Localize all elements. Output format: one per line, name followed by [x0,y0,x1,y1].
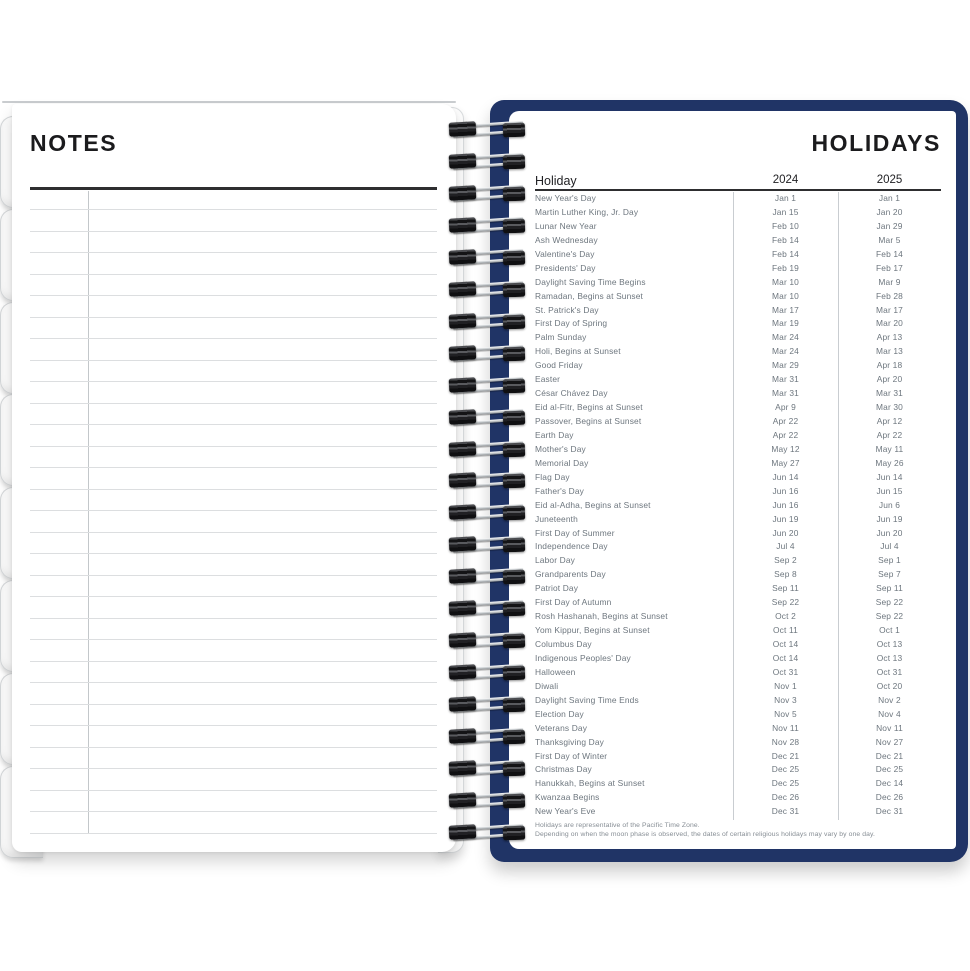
date-2024-cell: Oct 14 [772,652,799,663]
date-2025-cell: Dec 25 [875,764,904,775]
date-2024-cell: Jun 16 [772,485,799,496]
ruled-line [30,381,437,382]
date-2024-cell: Nov 28 [771,736,800,747]
holiday-row [535,540,941,554]
holiday-name-cell: Juneteenth [535,513,578,524]
ruled-line [30,467,437,468]
wire-coil [446,726,532,748]
holiday-row [535,763,941,777]
holiday-row [535,750,941,764]
ruled-line [30,360,437,361]
holiday-name-cell: Daylight Saving Time Begins [535,276,646,287]
date-2025-cell: Apr 13 [876,332,903,343]
holiday-row [535,805,941,819]
date-2025-cell: Dec 21 [875,750,904,761]
coil-right-loop [503,378,525,393]
holiday-row [535,582,941,596]
holiday-row [535,791,941,805]
coil-left-loop [449,537,477,552]
date-2024-cell: Sep 11 [772,583,799,594]
ruled-line [30,639,437,640]
ruled-line [30,725,437,726]
date-2025-cell: Dec 26 [875,792,904,803]
ruled-line [30,768,437,769]
date-2025-cell: Jun 14 [876,471,903,482]
holiday-name-cell: Easter [535,374,561,385]
holiday-name-cell: New Year's Eve [535,806,596,817]
date-2025-cell: Oct 13 [876,639,903,649]
wire-coil [446,375,532,397]
coil-left-loop [449,153,477,168]
date-2024-cell: Apr 9 [775,402,796,413]
ruled-line [30,618,437,619]
date-2025-cell: Feb 14 [876,248,903,259]
date-2025-cell: Dec 14 [875,778,904,789]
holiday-row [535,331,941,345]
holiday-row [535,276,941,290]
coil-left-loop [449,505,477,520]
holiday-row [535,387,941,401]
date-2025-cell: Sep 7 [878,569,901,580]
wire-coil [446,502,532,524]
holiday-row [535,317,941,331]
date-2025-cell: Jul 4 [880,541,899,552]
coil-right-loop [503,218,525,233]
holiday-name-cell: Election Day [535,708,584,719]
date-2024-cell: Mar 29 [772,360,799,371]
ruled-line [30,295,437,296]
holiday-name-cell: Columbus Day [535,639,592,649]
coil-left-loop [449,601,477,616]
holiday-name-cell: First Day of Summer [535,527,615,538]
date-2024-cell: Jun 20 [772,527,799,538]
ruled-line [30,682,437,683]
date-2025-cell: Jan 29 [876,220,903,231]
holiday-row [535,220,941,234]
column-header-2024: 2024 [772,174,799,186]
wire-coil [446,630,532,652]
holiday-row [535,401,941,415]
date-2024-cell: Dec 21 [771,750,800,761]
coil-right-loop [503,410,525,425]
date-2024-cell: Nov 5 [774,708,797,719]
holiday-row [535,680,941,694]
wire-coil [446,598,532,620]
ruled-line [30,833,437,834]
date-2024-cell: May 27 [771,457,800,468]
holiday-name-cell: Thanksgiving Day [535,736,604,747]
coil-right-loop [503,346,525,361]
holiday-row [535,443,941,457]
wire-coil [446,822,532,844]
holiday-name-cell: Halloween [535,666,576,677]
date-2025-cell: Sep 22 [875,597,904,608]
wire-coil [446,247,532,269]
wire-coil [446,311,532,333]
coil-right-loop [503,826,525,841]
holiday-row [535,708,941,722]
coil-left-loop [449,792,477,807]
holiday-name-cell: Martin Luther King, Jr. Day [535,206,639,217]
holiday-name-cell: Kwanzaa Begins [535,792,600,803]
ruled-line [30,338,437,339]
coil-left-loop [449,632,477,647]
date-2024-cell: Dec 26 [771,792,800,803]
date-2025-cell: Nov 2 [878,694,901,705]
date-2024-cell: May 12 [771,443,800,454]
holiday-name-cell: Ramadan, Begins at Sunset [535,290,644,301]
ruled-line [30,403,437,404]
footnote-moon-phase: Depending on when the moon phase is observed, the dates of certain religious holidays may vary by one day. [535,831,875,839]
holidays-page-title: HOLIDAYS [811,130,941,156]
coil-right-loop [503,155,525,170]
holidays-rows [535,192,941,819]
date-2025-cell: Feb 28 [876,290,903,301]
holiday-name-cell: Patriot Day [535,583,579,594]
holiday-row [535,192,941,206]
date-2025-cell: Apr 12 [876,416,903,426]
holiday-name-cell: Hanukkah, Begins at Sunset [535,778,645,789]
holiday-row [535,471,941,485]
holiday-row [535,638,941,652]
ruled-line [30,790,437,791]
date-2025-cell: Apr 20 [876,374,903,385]
coil-left-loop [449,696,477,711]
date-2025-cell: Sep 11 [876,583,903,594]
date-2024-cell: Mar 19 [772,318,799,329]
date-2024-cell: Jan 1 [774,193,797,203]
holiday-row [535,499,941,513]
holiday-name-cell: Christmas Day [535,764,592,775]
holiday-name-cell: Presidents' Day [535,262,596,273]
holiday-name-cell: Valentine's Day [535,248,595,259]
holiday-name-cell: Good Friday [535,360,583,371]
holiday-name-cell: Rosh Hashanah, Begins at Sunset [535,611,668,622]
date-2024-cell: Dec 25 [771,764,800,775]
coil-left-loop [449,473,477,488]
holiday-name-cell: Diwali [535,680,559,691]
date-2025-cell: Mar 9 [878,276,901,287]
coil-right-loop [503,474,525,489]
holiday-row [535,206,941,220]
date-2024-cell: Mar 17 [772,304,799,315]
date-2024-cell: Apr 22 [772,429,799,440]
ruled-line [30,747,437,748]
date-2025-cell: Dec 31 [875,806,904,817]
wire-coil [446,343,532,365]
table-header-rule [535,189,941,191]
ruled-line [30,811,437,812]
date-2024-cell: Dec 31 [771,806,800,817]
holiday-row [535,652,941,666]
date-2024-cell: Mar 10 [772,276,799,287]
date-2024-cell: Oct 31 [772,666,799,677]
holiday-name-cell: Eid al-Fitr, Begins at Sunset [535,402,643,413]
holiday-name-cell: Flag Day [535,471,570,482]
holiday-row [535,429,941,443]
ruled-line [30,661,437,662]
wire-coil [446,534,532,556]
ruled-line [30,596,437,597]
date-2024-cell: Oct 11 [773,625,798,636]
coil-right-loop [503,123,525,138]
date-2024-cell: Nov 1 [774,680,797,691]
date-2024-cell: Feb 19 [772,262,799,273]
holiday-name-cell: Lunar New Year [535,220,597,231]
date-2025-cell: Apr 18 [876,360,903,371]
date-2024-cell: Oct 2 [775,611,796,622]
wire-coil [446,119,532,141]
date-2024-cell: Sep 2 [774,555,797,566]
date-2024-cell: Feb 10 [772,220,799,231]
holiday-name-cell: Eid al-Adha, Begins at Sunset [535,499,651,510]
wire-coil [446,566,532,588]
date-2025-cell: Oct 31 [876,666,903,677]
date-2025-cell: Jan 1 [878,193,901,203]
coil-right-loop [503,187,525,202]
holiday-name-cell: Indigenous Peoples' Day [535,652,631,663]
date-2024-cell: Mar 24 [772,346,799,357]
ruled-line [30,274,437,275]
date-2025-cell: Mar 13 [876,346,903,357]
holiday-row [535,262,941,276]
date-2024-cell: Feb 14 [772,248,799,259]
date-2025-cell: Nov 4 [878,708,901,719]
date-2024-cell: Oct 14 [772,639,799,649]
holiday-row [535,359,941,373]
coil-left-loop [449,441,477,456]
date-2025-cell: Apr 22 [876,429,903,440]
holiday-row [535,624,941,638]
ruled-line [30,446,437,447]
date-2025-cell: Jun 6 [878,499,901,510]
date-2025-cell: Mar 20 [876,318,903,329]
coil-left-loop [449,569,477,584]
ruled-line [30,489,437,490]
holiday-name-cell: Independence Day [535,541,608,552]
coil-left-loop [449,760,477,775]
date-2024-cell: Jan 15 [772,206,799,217]
column-header-2025: 2025 [876,174,903,186]
holiday-row [535,722,941,736]
holiday-row [535,485,941,499]
holiday-name-cell: Palm Sunday [535,332,587,343]
date-2024-cell: Jun 14 [772,471,799,482]
date-2024-cell: Mar 24 [772,332,799,343]
date-2025-cell: Mar 17 [876,304,903,315]
column-header-holiday: Holiday [535,174,577,188]
ruled-line [30,317,437,318]
holiday-name-cell: César Chávez Day [535,388,608,399]
coil-right-loop [503,506,525,521]
holiday-name-cell: Daylight Saving Time Ends [535,694,639,705]
ruled-line [30,575,437,576]
holiday-row [535,457,941,471]
holiday-row [535,596,941,610]
coil-right-loop [503,282,525,297]
notes-page [12,104,456,852]
date-2024-cell: Feb 14 [772,234,799,245]
holiday-row [535,373,941,387]
date-2025-cell: Sep 1 [878,555,901,566]
date-2024-cell: Jul 4 [776,541,795,552]
coil-left-loop [449,409,477,424]
holiday-name-cell: Veterans Day [535,722,588,733]
date-2024-cell: Jun 16 [772,499,799,510]
holiday-row [535,666,941,680]
notes-page-title: NOTES [30,130,118,156]
coil-left-loop [449,313,477,328]
date-2025-cell: Mar 31 [876,388,903,399]
date-2025-cell: Mar 5 [878,234,901,245]
date-2025-cell: May 11 [875,443,904,454]
holiday-row [535,777,941,791]
date-2024-cell: Sep 22 [771,597,800,608]
holiday-name-cell: First Day of Spring [535,318,608,329]
holiday-row [535,736,941,750]
coil-right-loop [503,570,525,585]
ruled-line [30,231,437,232]
holiday-row [535,304,941,318]
coil-right-loop [503,698,525,713]
coil-right-loop [503,314,525,329]
holiday-name-cell: Ash Wednesday [535,234,598,245]
date-2024-cell: Mar 31 [772,374,799,385]
coil-right-loop [503,538,525,553]
holiday-name-cell: Passover, Begins at Sunset [535,416,642,426]
holiday-row [535,610,941,624]
date-2024-cell: Nov 11 [772,722,799,733]
wire-coil [446,151,532,173]
coil-left-loop [449,121,477,136]
wire-coil [446,662,532,684]
date-2025-cell: Nov 11 [876,722,903,733]
date-2024-cell: Apr 22 [772,416,799,426]
holiday-row [535,694,941,708]
wire-coil [446,407,532,429]
coil-right-loop [503,442,525,457]
wire-coil [446,470,532,492]
ruled-line [30,209,437,210]
coil-right-loop [503,794,525,809]
date-2025-cell: Mar 30 [876,402,903,413]
holiday-name-cell: Mother's Day [535,443,586,454]
holiday-row [535,415,941,429]
date-2025-cell: Oct 13 [876,652,903,663]
coil-left-loop [449,185,477,200]
ruled-line [30,510,437,511]
wire-coil [446,790,532,812]
ruled-line [30,704,437,705]
date-2025-cell: Jun 15 [876,485,903,496]
holiday-row [535,234,941,248]
ruled-line [30,424,437,425]
wire-coil [446,439,532,461]
wire-coil [446,758,532,780]
holiday-row [535,568,941,582]
holiday-name-cell: New Year's Day [535,193,596,203]
coil-left-loop [449,824,477,839]
date-2025-cell: Oct 20 [876,680,903,691]
notes-margin-line [88,191,89,833]
wire-coil [446,279,532,301]
holiday-row [535,345,941,359]
coil-right-loop [503,250,525,265]
holiday-name-cell: Labor Day [535,555,575,566]
date-2024-cell: Mar 10 [772,290,799,301]
coil-left-loop [449,249,477,264]
date-2025-cell: Nov 27 [875,736,904,747]
ruled-line [30,532,437,533]
date-2024-cell: Nov 3 [774,694,797,705]
holiday-row [535,554,941,568]
date-2024-cell: Jun 19 [772,513,799,524]
coil-right-loop [503,634,525,649]
coil-left-loop [449,377,477,392]
coil-left-loop [449,217,477,232]
date-2024-cell: Sep 8 [774,569,797,580]
wire-coil [446,183,532,205]
coil-right-loop [503,602,525,617]
date-2024-cell: Mar 31 [772,388,799,399]
holiday-name-cell: Father's Day [535,485,585,496]
page-stack-edge [2,101,456,103]
coil-left-loop [449,664,477,679]
date-2024-cell: Dec 25 [771,778,800,789]
holiday-name-cell: St. Patrick's Day [535,304,599,315]
holiday-name-cell: Earth Day [535,429,574,440]
wire-coil [446,694,532,716]
date-2025-cell: May 26 [875,457,904,468]
date-2025-cell: Jan 20 [876,206,903,217]
holiday-name-cell: First Day of Autumn [535,597,612,608]
coil-left-loop [449,345,477,360]
wire-coil [446,215,532,237]
coil-left-loop [449,728,477,743]
holiday-name-cell: Memorial Day [535,457,589,468]
holiday-name-cell: Grandparents Day [535,569,606,580]
holiday-name-cell: Yom Kippur, Begins at Sunset [535,625,650,636]
footnote-timezone: Holidays are representative of the Pacific Time Zone. [535,822,700,829]
date-2025-cell: Sep 22 [875,611,904,622]
notes-header-rule [30,187,437,190]
holiday-name-cell: Holi, Begins at Sunset [535,346,621,357]
ruled-line [30,252,437,253]
holiday-row [535,290,941,304]
date-2025-cell: Jun 19 [876,513,903,524]
holiday-name-cell: First Day of Winter [535,750,608,761]
holiday-row [535,513,941,527]
coil-right-loop [503,666,525,681]
date-2025-cell: Jun 20 [876,527,903,538]
table-footnotes [535,821,965,840]
ruled-line [30,553,437,554]
holiday-row [535,248,941,262]
coil-left-loop [449,281,477,296]
date-2025-cell: Feb 17 [876,262,903,273]
coil-right-loop [503,762,525,777]
holiday-row [535,527,941,541]
coil-right-loop [503,730,525,745]
date-2025-cell: Oct 1 [879,625,900,636]
